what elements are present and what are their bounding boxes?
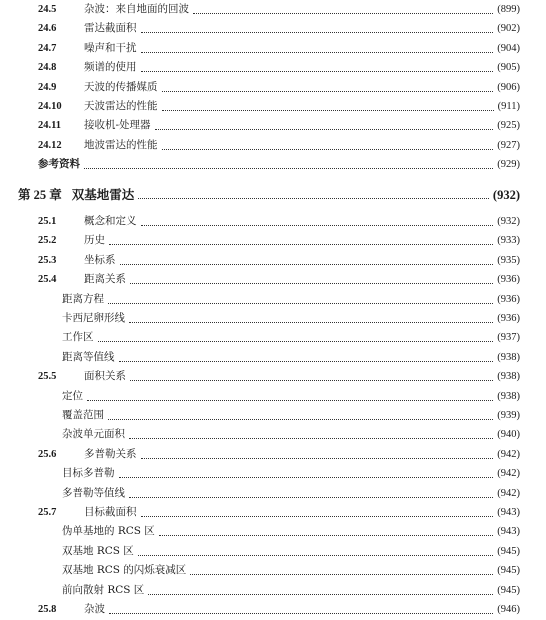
entry-number: 24.7 bbox=[38, 43, 57, 54]
dot-leader bbox=[162, 109, 494, 111]
entry-title: 双基地雷达 bbox=[71, 187, 135, 202]
page-number: (942) bbox=[497, 468, 520, 479]
toc-entry-section[interactable] bbox=[0, 270, 546, 289]
page-number-wrap bbox=[493, 184, 546, 206]
page-number-wrap bbox=[497, 561, 546, 580]
dot-leader bbox=[193, 12, 493, 14]
toc-entry-chapter[interactable] bbox=[0, 184, 546, 206]
dot-leader bbox=[119, 476, 494, 478]
page-number-wrap bbox=[497, 19, 546, 38]
entry-title: 雷达截面积 bbox=[84, 22, 137, 34]
page-number-wrap bbox=[497, 0, 546, 19]
page-number: (937) bbox=[497, 332, 520, 343]
page-number: (911) bbox=[497, 101, 520, 112]
page-number: (932) bbox=[497, 216, 520, 227]
toc-entry-section[interactable] bbox=[0, 136, 546, 155]
entry-title: 杂波单元面积 bbox=[62, 428, 125, 440]
page-number-wrap bbox=[497, 581, 546, 600]
page-number: (943) bbox=[497, 507, 520, 518]
page-number-wrap bbox=[497, 522, 546, 541]
entry-title: 距离方程 bbox=[62, 293, 104, 305]
dot-leader bbox=[148, 593, 493, 595]
page-number: (927) bbox=[497, 140, 520, 151]
entry-title: 卡西尼卵形线 bbox=[62, 312, 125, 324]
toc-entry-section[interactable] bbox=[0, 367, 546, 386]
toc-entry-section[interactable] bbox=[0, 39, 546, 58]
entry-number: 25.6 bbox=[38, 449, 57, 460]
dot-leader bbox=[141, 515, 494, 517]
page-number: (906) bbox=[497, 82, 520, 93]
entry-title: 天波雷达的性能 bbox=[84, 100, 158, 112]
page-number-wrap bbox=[497, 231, 546, 250]
entry-title: 噪声和干扰 bbox=[84, 42, 137, 54]
entry-title: 工作区 bbox=[62, 331, 94, 343]
dot-leader bbox=[159, 534, 493, 536]
page-number: (904) bbox=[497, 43, 520, 54]
entry-number: 24.6 bbox=[38, 23, 57, 34]
page-number: (936) bbox=[497, 313, 520, 324]
dot-leader bbox=[190, 573, 493, 575]
dot-leader bbox=[119, 360, 494, 362]
toc-entry-subsection[interactable] bbox=[0, 328, 546, 347]
entry-title: 定位 bbox=[62, 390, 83, 402]
toc-entry-subsection[interactable] bbox=[0, 484, 546, 503]
toc-entry-subsection[interactable] bbox=[0, 581, 546, 600]
page-number-wrap bbox=[497, 251, 546, 270]
entry-number: 24.5 bbox=[38, 4, 57, 15]
entry-title: 杂波 bbox=[84, 603, 105, 615]
entry-title: 面积关系 bbox=[84, 370, 126, 382]
page-number: (938) bbox=[497, 352, 520, 363]
page-number: (946) bbox=[497, 604, 520, 615]
page-number-wrap bbox=[497, 290, 546, 309]
toc-entry-subsection[interactable] bbox=[0, 406, 546, 425]
entry-number: 25.7 bbox=[38, 507, 57, 518]
entry-title: 距离关系 bbox=[84, 273, 126, 285]
entry-title: 多普勒等值线 bbox=[62, 487, 125, 499]
dot-leader bbox=[141, 31, 494, 33]
dot-leader bbox=[108, 302, 493, 304]
dot-leader bbox=[130, 379, 493, 381]
toc-entry-subsection[interactable] bbox=[0, 348, 546, 367]
page-number: (938) bbox=[497, 371, 520, 382]
dot-leader bbox=[108, 418, 493, 420]
dot-leader bbox=[129, 496, 493, 498]
page-number-wrap bbox=[497, 406, 546, 425]
toc-entry-section[interactable] bbox=[0, 116, 546, 135]
entry-title: 频谱的使用 bbox=[84, 61, 137, 73]
page-number-wrap bbox=[497, 387, 546, 406]
page-number: (905) bbox=[497, 62, 520, 73]
page-number: (940) bbox=[497, 429, 520, 440]
dot-leader bbox=[155, 128, 494, 130]
page-number-wrap bbox=[497, 503, 546, 522]
entry-number: 24.12 bbox=[38, 140, 62, 151]
entry-title: 目标多普勒 bbox=[62, 467, 115, 479]
page-number-wrap bbox=[497, 116, 546, 135]
toc-entry-subsection[interactable] bbox=[0, 522, 546, 541]
page-number: (942) bbox=[497, 488, 520, 499]
page-number: (943) bbox=[497, 526, 520, 537]
toc-entry-section[interactable] bbox=[0, 445, 546, 464]
entry-title: 杂波：来自地面的回波 bbox=[84, 3, 189, 15]
entry-number: 24.10 bbox=[38, 101, 62, 112]
dot-leader bbox=[138, 554, 493, 556]
toc-entry-section[interactable] bbox=[0, 503, 546, 522]
toc-entry-section[interactable] bbox=[0, 251, 546, 270]
page-number: (929) bbox=[497, 159, 520, 170]
entry-title: 双基地 RCS 区 bbox=[62, 545, 134, 557]
dot-leader bbox=[141, 51, 494, 53]
dot-leader bbox=[109, 243, 493, 245]
toc-entry-section[interactable] bbox=[0, 78, 546, 97]
page-number-wrap bbox=[497, 212, 546, 231]
dot-leader bbox=[130, 282, 493, 284]
dot-leader bbox=[84, 167, 493, 169]
toc-entry-subsection[interactable] bbox=[0, 387, 546, 406]
page-number-wrap bbox=[497, 78, 546, 97]
page-number-wrap bbox=[497, 484, 546, 503]
entry-title: 概念和定义 bbox=[84, 215, 137, 227]
dot-leader bbox=[162, 148, 494, 150]
page-number-wrap bbox=[497, 328, 546, 347]
page-number-wrap bbox=[498, 97, 546, 116]
entry-number: 24.11 bbox=[38, 120, 62, 131]
page-number-wrap bbox=[497, 542, 546, 561]
page-number-wrap bbox=[497, 39, 546, 58]
page-number-wrap bbox=[497, 425, 546, 444]
dot-leader bbox=[109, 612, 493, 614]
entry-title: 双基地 RCS 的闪烁衰减区 bbox=[62, 564, 187, 576]
entry-title: 接收机-处理器 bbox=[84, 119, 151, 131]
page-number: (936) bbox=[497, 274, 520, 285]
page-number-wrap bbox=[497, 270, 546, 289]
dot-leader bbox=[129, 321, 493, 323]
page-number: (945) bbox=[497, 585, 520, 596]
toc-entry-section[interactable] bbox=[0, 19, 546, 38]
toc-entry-subsection[interactable] bbox=[0, 309, 546, 328]
toc-entry-section[interactable] bbox=[0, 212, 546, 231]
entry-title: 多普勒关系 bbox=[84, 448, 137, 460]
toc-entry-subsection[interactable] bbox=[0, 561, 546, 580]
page-number-wrap bbox=[497, 367, 546, 386]
entry-number: 24.9 bbox=[38, 82, 57, 93]
page-number: (899) bbox=[497, 4, 520, 15]
entry-title: 地波雷达的性能 bbox=[84, 139, 158, 151]
page-number-wrap bbox=[497, 309, 546, 328]
toc-entry-section[interactable] bbox=[0, 0, 546, 19]
entry-title: 前向散射 RCS 区 bbox=[62, 584, 145, 596]
entry-title: 坐标系 bbox=[84, 254, 116, 266]
toc-entry-section[interactable] bbox=[0, 58, 546, 77]
dot-leader bbox=[138, 197, 489, 199]
entry-number: 25.1 bbox=[38, 216, 57, 227]
entry-number: 25.8 bbox=[38, 604, 57, 615]
toc-entry-section[interactable] bbox=[0, 97, 546, 116]
dot-leader bbox=[87, 399, 493, 401]
page-number: (925) bbox=[497, 120, 520, 131]
dot-leader bbox=[120, 263, 494, 265]
toc-entry-subsection[interactable] bbox=[0, 542, 546, 561]
toc-entry-section[interactable] bbox=[0, 231, 546, 250]
entry-number: 第 25 章 bbox=[18, 188, 62, 202]
page-number: (942) bbox=[497, 449, 520, 460]
page-number: (945) bbox=[497, 546, 520, 557]
entry-title: 距离等值线 bbox=[62, 351, 115, 363]
toc-entry-references[interactable] bbox=[0, 155, 546, 174]
entry-number: 25.2 bbox=[38, 235, 57, 246]
page-number-wrap bbox=[497, 464, 546, 483]
entry-number: 25.3 bbox=[38, 255, 57, 266]
page-number: (932) bbox=[492, 188, 520, 202]
page-number-wrap bbox=[497, 348, 546, 367]
toc-entry-subsection[interactable] bbox=[0, 464, 546, 483]
page-number-wrap bbox=[497, 445, 546, 464]
page-number: (938) bbox=[497, 391, 520, 402]
dot-leader bbox=[141, 70, 494, 72]
entry-title: 伪单基地的 RCS 区 bbox=[62, 525, 155, 537]
entry-number: 24.8 bbox=[38, 62, 57, 73]
page-number-wrap bbox=[497, 136, 546, 155]
page-number-wrap bbox=[497, 58, 546, 77]
page-number: (935) bbox=[497, 255, 520, 266]
entry-title: 参考资料 bbox=[38, 158, 80, 170]
entry-title: 历史 bbox=[84, 234, 105, 246]
dot-leader bbox=[162, 90, 494, 92]
dot-leader bbox=[141, 457, 494, 459]
page-number: (933) bbox=[497, 235, 520, 246]
page-number: (945) bbox=[497, 565, 520, 576]
entry-number: 25.4 bbox=[38, 274, 57, 285]
toc-entry-section[interactable] bbox=[0, 600, 546, 619]
entry-title: 覆盖范围 bbox=[62, 409, 104, 421]
toc-entry-subsection[interactable] bbox=[0, 290, 546, 309]
entry-title: 天波的传播媒质 bbox=[84, 81, 158, 93]
entry-title: 目标截面积 bbox=[84, 506, 137, 518]
page-number: (902) bbox=[497, 23, 520, 34]
entry-number: 25.5 bbox=[38, 371, 57, 382]
dot-leader bbox=[98, 340, 494, 342]
dot-leader bbox=[129, 437, 493, 439]
toc-entry-subsection[interactable] bbox=[0, 425, 546, 444]
dot-leader bbox=[141, 224, 494, 226]
page-number-wrap bbox=[497, 600, 546, 619]
page-number: (936) bbox=[497, 294, 520, 305]
page-number-wrap bbox=[497, 155, 546, 174]
page-number: (939) bbox=[497, 410, 520, 421]
